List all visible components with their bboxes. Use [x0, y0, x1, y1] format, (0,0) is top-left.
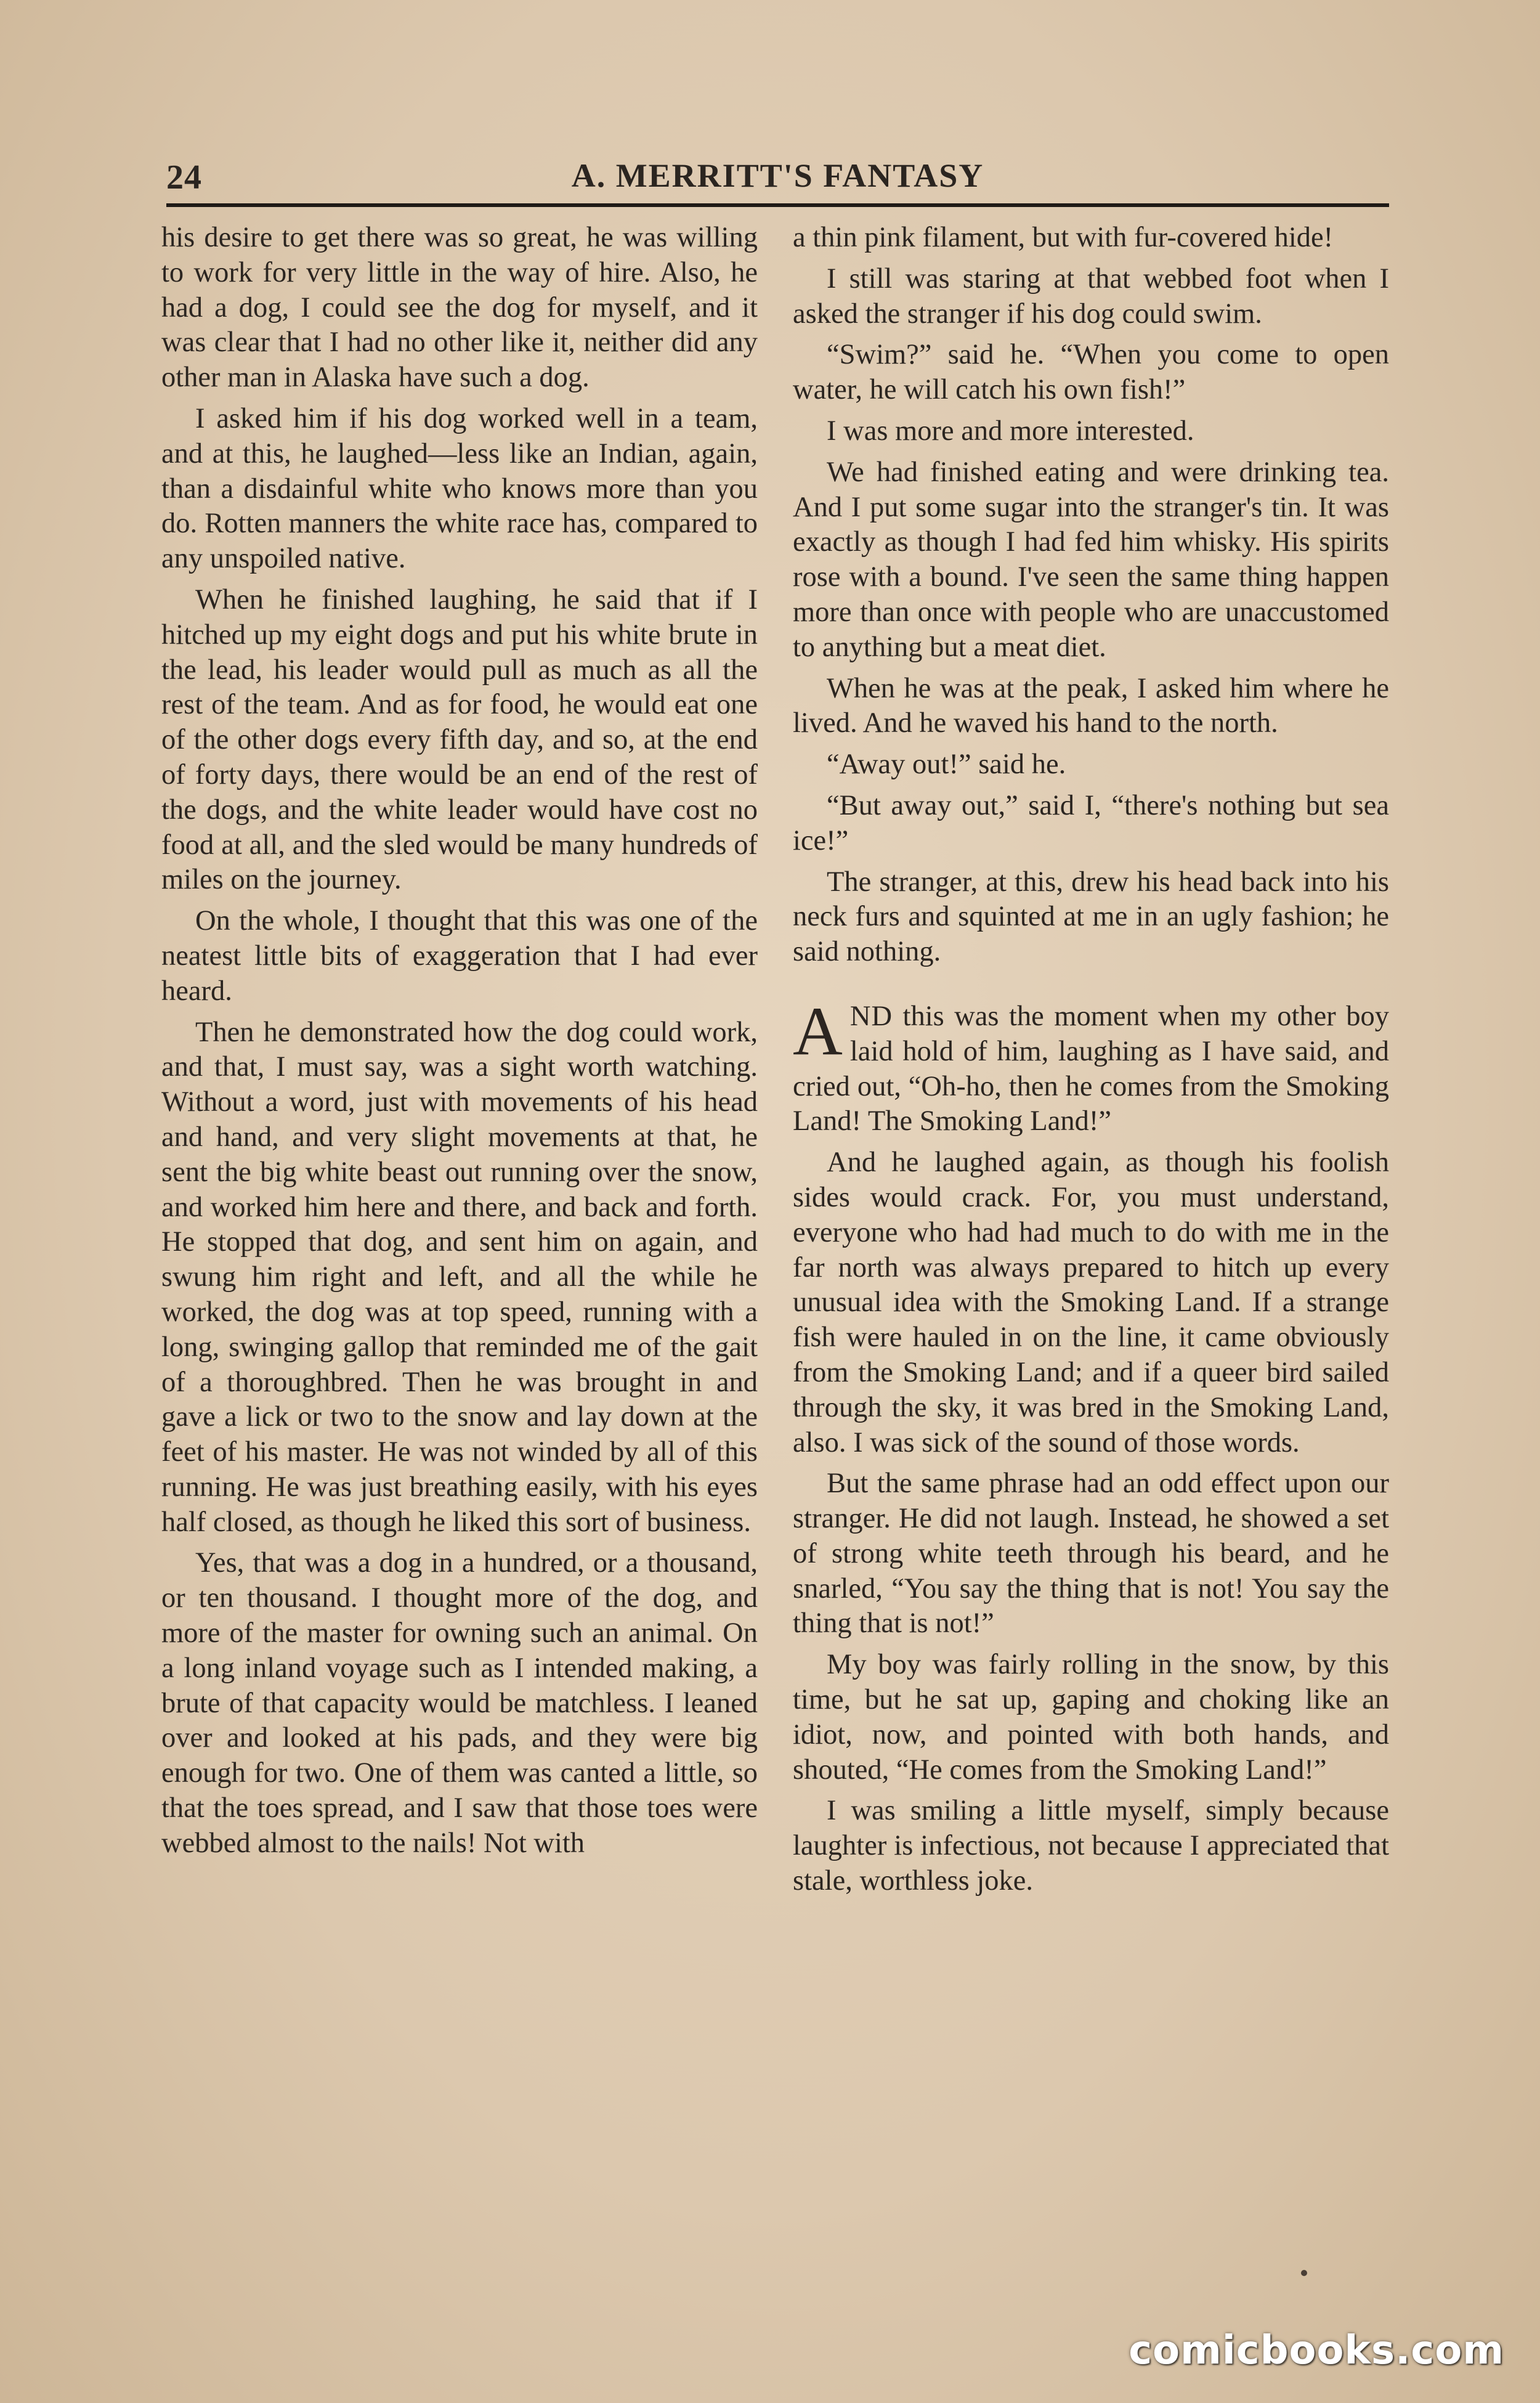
paragraph: “Swim?” said he. “When you come to open water, he will catch his own fish!”	[793, 339, 1389, 406]
right-column	[793, 221, 1389, 1905]
page-header	[166, 153, 1389, 202]
paragraph: And he laughed again, as though his foolish sides would crack. For, you must understand, everyone who had had much to do with me in the far north was always prepared to hitch up every unusual idea with the Smoking Land. If a strange fish were hauled in on the line, it came obviously from the Smoking Land; and if a queer bird sailed through the sky, it was bred in the Smoking Land, also. I was sick of the sound of those words.	[793, 1147, 1389, 1458]
paragraph: We had finished eating and were drinking tea. And I put some sugar into the stranger's tin. It was exactly as though I had fed him whisky. His spirits rose with a bound. I've seen the same thing happen more than once with people who are unaccustomed to anything but a meat diet.	[793, 456, 1389, 663]
ink-speck	[1301, 2270, 1307, 2276]
left-column	[161, 221, 758, 1868]
paragraph: Yes, that was a dog in a hundred, or a thousand, or ten thousand. I thought more of the dog, and more of the master for owning such an animal. On a long inland voyage such as I intended making, a brute of that capacity would be matchless. I leaned over and looked at his pads, and they were big enough for two. One of them was canted a little, so that the toes spread, and I saw that those toes were webbed almost to the nails! Not with	[161, 1547, 758, 1859]
paragraph: Then he demonstrated how the dog could work, and that, I must say, was a sight worth watching. Without a word, just with movements of his head and hand, and very slight movements at that, he sent the big white beast out running over the snow, and worked him here and there, and back and forth. He stopped that dog, and sent him on again, and swung him right and left, and all the while he worked, the dog was at top speed, running with a long, swinging gallop that reminded me of the gait of a thoroughbred. Then he was brought in and gave a lick or two to the snow and lay down at the feet of his master. He was not winded by all of this running. He was just breathing easily, with his eyes half closed, as though he liked this sort of business.	[161, 1016, 758, 1538]
paragraph: I still was staring at that webbed foot when I asked the stranger if his dog could swim.	[793, 262, 1389, 330]
section-opening-text: this was the moment when my other boy laid hold of him, laughing as I have said, and cried out, “Oh-ho, then he comes from the Smoking Land! The Smoking Land!”	[793, 1000, 1389, 1137]
drop-cap-word-rest: ND	[849, 1000, 893, 1032]
paragraph: But the same phrase had an odd effect upon our stranger. He did not laugh. Instead, he showed a set of strong white teeth through his beard, and he snarled, “You say the thing that is not! You say the thing that is not!”	[793, 1468, 1389, 1640]
paragraph: When he finished laughing, he said that if I hitched up my eight dogs and put his white brute in the lead, his leader would pull as much as all the rest of the team. And as for food, he would eat one of the other dogs every fifth day, and so, at the end of forty days, there would be an end of the rest of the dogs, and the white leader would have cost no food at all, and the sled would be many hundreds of miles on the journey.	[161, 583, 758, 896]
section-opening-paragraph	[793, 993, 1389, 1139]
paragraph: his desire to get there was so great, he was willing to work for very little in the way of hire. Also, he had a dog, I could see the dog for myself, and it was clear that I had no other like it, neither did any other man in Alaska have such a dog.	[161, 222, 758, 394]
header-rule	[166, 203, 1389, 207]
paragraph: “But away out,” said I, “there's nothing but sea ice!”	[793, 789, 1389, 856]
paragraph: I was smiling a little myself, simply because laughter is infectious, not because I appreciated that stale, worthless joke.	[793, 1795, 1389, 1897]
paragraph: The stranger, at this, drew his head back into his neck furs and squinted at me in an ugly fashion; he said nothing.	[793, 866, 1389, 968]
paragraph: a thin pink filament, but with fur-covered hide!	[793, 222, 1334, 253]
paragraph: When he was at the peak, I asked him where he lived. And he waved his hand to the north.	[793, 672, 1389, 739]
drop-cap: A	[793, 993, 843, 1070]
source-watermark: comicbooks.com	[1129, 2328, 1504, 2373]
paragraph: I was more and more interested.	[827, 415, 1194, 447]
running-title: A. MERRITT'S FANTASY	[571, 157, 984, 194]
paragraph: On the whole, I thought that this was one of the neatest little bits of exaggeration that I had ever heard.	[161, 905, 758, 1007]
paragraph: My boy was fairly rolling in the snow, by this time, but he sat up, gaping and choking like an idiot, now, and pointed with both hands, and shouted, “He comes from the Smoking Land!”	[793, 1649, 1389, 1786]
paragraph: “Away out!” said he.	[827, 749, 1066, 781]
page-number: 24	[166, 158, 202, 197]
paragraph: I asked him if his dog worked well in a team, and at this, he laughed—less like an Indian, again, than a disdainful white who knows more than you do. Rotten manners the white race has, compared to any unspoiled native.	[161, 402, 758, 575]
